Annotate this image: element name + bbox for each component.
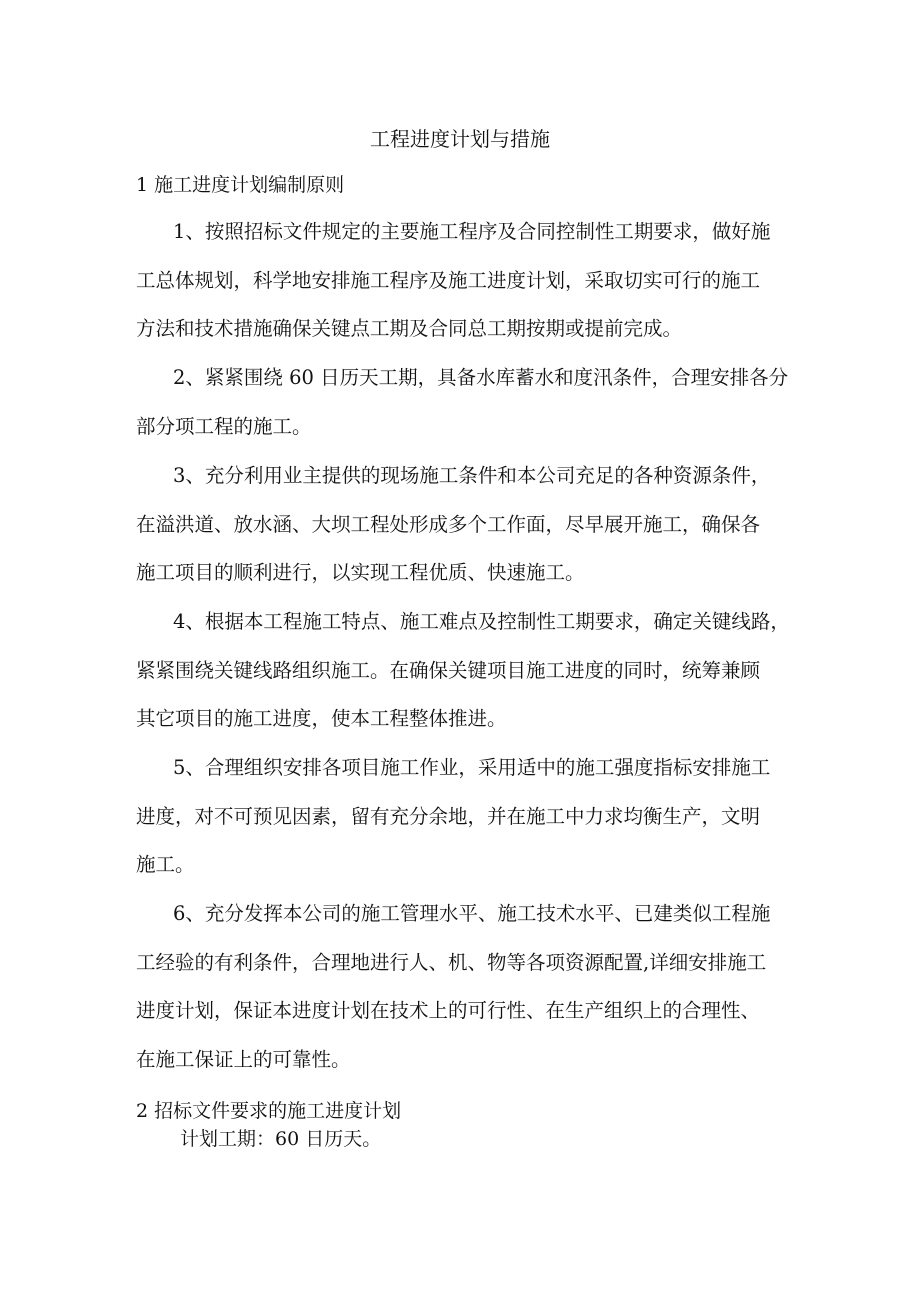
paragraph-6 [136, 890, 796, 1084]
paragraph-2-line-2: 部分项工程的施工。 [136, 414, 312, 438]
document-title: 工程进度计划与措施 [370, 127, 550, 151]
paragraph-4-line-1: 4、根据本工程施工特点、施工难点及控制性工期要求，确定关键线路， [173, 610, 790, 633]
paragraph-5-line-1: 5、合理组织安排各项目施工作业，采用适中的施工强度指标安排施工 [173, 756, 771, 779]
plan-duration-text: 计划工期：60 日历天。 [180, 1128, 382, 1150]
paragraph-1 [136, 208, 796, 354]
paragraph-1-line-3: 方法和技术措施确保关键点工期及合同总工期按期或提前完成。 [136, 317, 683, 340]
paragraph-6-line-4: 在施工保证上的可靠性。 [136, 1047, 351, 1071]
paragraph-3-line-1: 3、充分利用业主提供的现场施工条件和本公司充足的各种资源条件， [173, 464, 771, 487]
section-2-heading: 2 招标文件要求的施工进度计划 [136, 1100, 402, 1122]
paragraph-3-line-3: 施工项目的顺利进行，以实现工程优质、快速施工。 [136, 561, 585, 584]
paragraph-5-line-2: 进度，对不可预见因素，留有充分余地，并在施工中力求均衡生产，文明 [136, 804, 761, 828]
paragraph-6-line-2: 工经验的有利条件，合理地进行人、机、物等各项资源配置,详细安排施工 [136, 950, 767, 974]
paragraph-3 [136, 452, 796, 598]
paragraph-6-line-1: 6、充分发挥本公司的施工管理水平、施工技术水平、已建类似工程施 [173, 902, 771, 925]
paragraph-1-line-2: 工总体规划，科学地安排施工程序及施工进度计划，采取切实可行的施工 [136, 268, 761, 292]
paragraph-2 [136, 354, 796, 451]
paragraph-4 [136, 598, 796, 744]
paragraph-4-line-3: 其它项目的施工进度，使本工程整体推进。 [136, 707, 507, 730]
paragraph-4-line-2: 紧紧围绕关键线路组织施工。在确保关键项目施工进度的同时，统筹兼顾 [136, 658, 761, 682]
paragraph-6-line-3: 进度计划，保证本进度计划在技术上的可行性、在生产组织上的合理性、 [136, 999, 761, 1022]
paragraph-1-line-1: 1、按照招标文件规定的主要施工程序及合同控制性工期要求，做好施 [173, 220, 771, 243]
paragraph-3-line-2: 在溢洪道、放水涵、大坝工程处形成多个工作面，尽早展开施工，确保各 [136, 512, 761, 536]
paragraph-5-line-3: 施工。 [136, 853, 195, 876]
section-1-heading: 1 施工进度计划编制原则 [136, 174, 345, 196]
paragraph-5 [136, 744, 796, 890]
paragraph-2-line-1: 2、紧紧围绕 60 日历天工期，具备水库蓄水和度汛条件，合理安排各分 [173, 366, 789, 389]
